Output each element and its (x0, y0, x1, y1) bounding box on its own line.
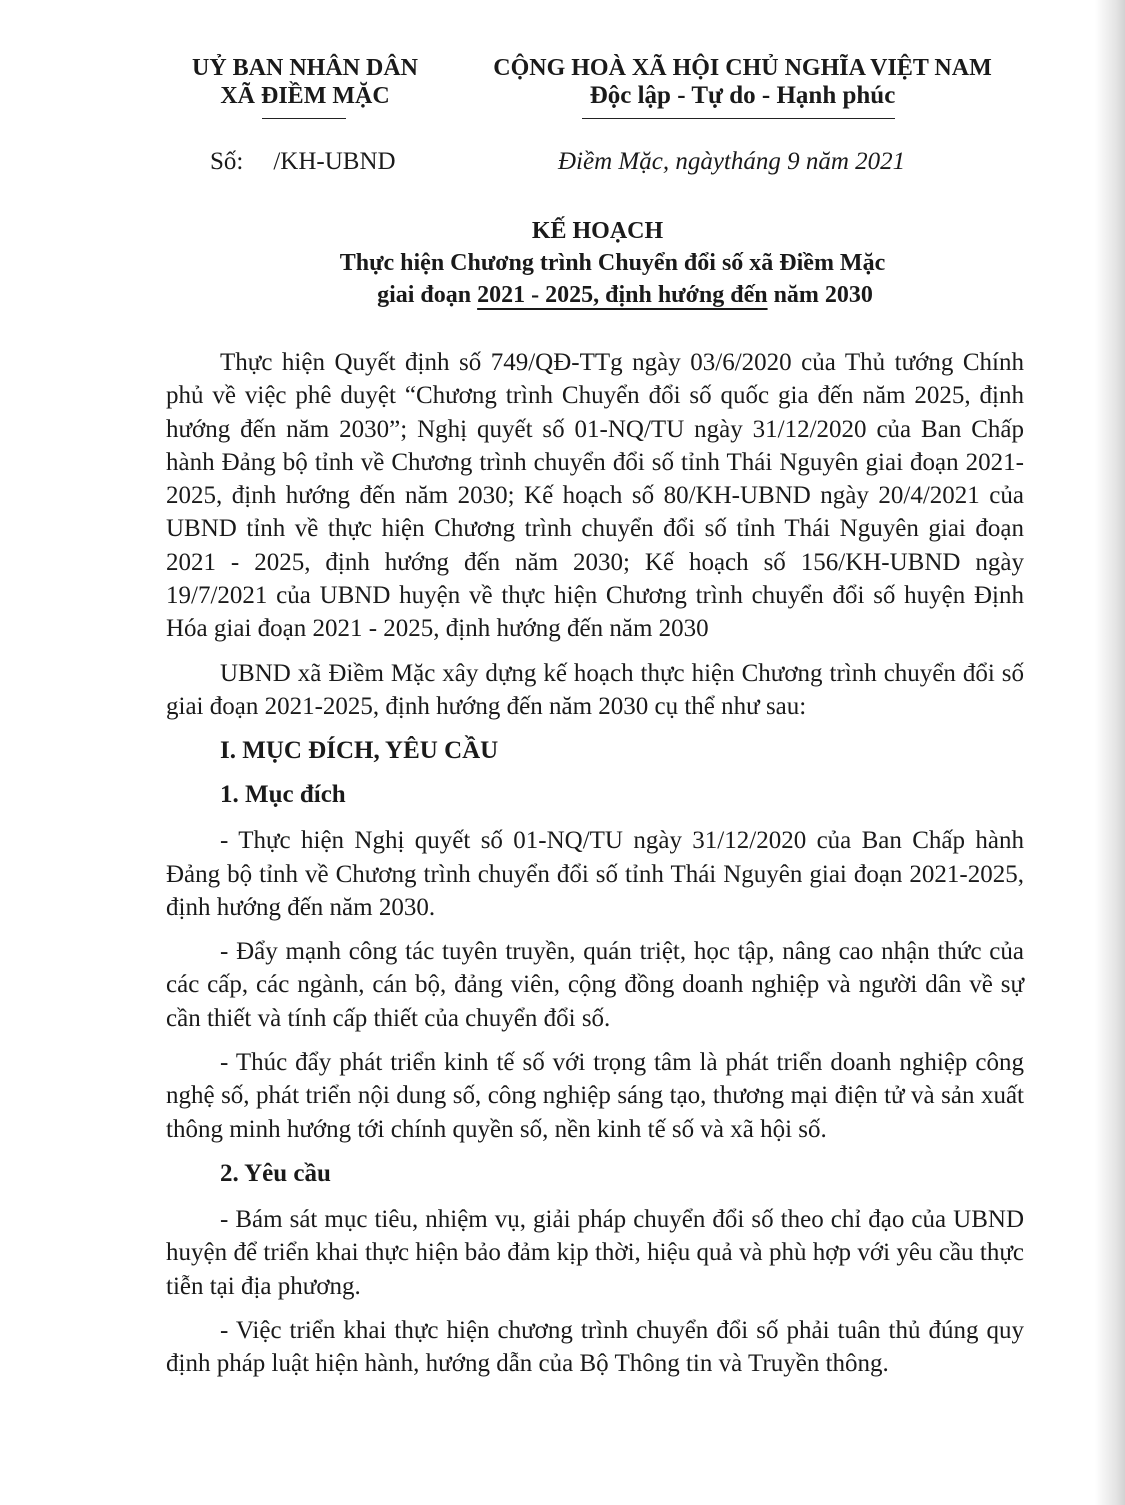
authority-line-1: UỶ BAN NHÂN DÂN (192, 55, 418, 81)
page-edge-shadow (1095, 0, 1125, 1505)
requirement-item: - Việc triển khai thực hiện chương trình chuyển đổi số phải tuân thủ đúng quy định pháp luật hiện hành, hướng dẫn của Bộ Thông tin và Truyền thông. (166, 1316, 1024, 1378)
document-date: Điềm Mặc, ngàytháng 9 năm 2021 (558, 148, 906, 175)
document-number-value: /KH-UBND (273, 148, 396, 175)
title-line-2: Thực hiện Chương trình Chuyển đổi số xã Điềm Mặc (339, 250, 886, 276)
intro-paragraph-2: UBND xã Điềm Mặc xây dựng kế hoạch thực hiện Chương trình chuyển đổi số giai đoạn 2021-2025, định hướng đến năm 2030 cụ thể như sau: (166, 659, 1024, 720)
motto-underline (582, 118, 895, 119)
title-line-1: KẾ HOẠCH (531, 218, 664, 244)
document-title (0, 216, 1125, 310)
subsection-heading-purpose: 1. Mục đích (220, 781, 346, 809)
purpose-item: - Đẩy mạnh công tác tuyên truyền, quán triệt, học tập, nâng cao nhận thức của các cấp, các ngành, cán bộ, đảng viên, cộng đồng doanh nghiệp và người dân về sự cần thiết và tính cấp thiết của chuyển đổi số. (166, 938, 1024, 1032)
authority-underline (262, 118, 346, 119)
purpose-item: - Thực hiện Nghị quyết số 01-NQ/TU ngày 31/12/2020 của Ban Chấp hành Đảng bộ tỉnh về Chương trình chuyển đổi số tỉnh Thái Nguyên giai đoạn 2021-2025, định hướng đến năm 2030. (166, 827, 1024, 921)
section-heading-purpose-requirements: I. MỤC ĐÍCH, YÊU CẦU (220, 737, 499, 765)
title-line-3-suffix: năm 2030 (767, 282, 873, 308)
authority-line-2: XÃ ĐIỀM MẶC (220, 83, 390, 109)
purpose-item: - Thúc đẩy phát triển kinh tế số với trọng tâm là phát triển doanh nghiệp công nghệ số, phát triển nội dung số, công nghiệp sáng tạo, thương mại điện tử và sản xuất thông minh hướng tới chính quyền số, nền kinh tế số và xã hội số. (166, 1049, 1024, 1143)
document-number (210, 148, 396, 176)
title-line-3-prefix: giai đoạn (377, 282, 478, 308)
title-line-3 (125, 280, 1125, 310)
country-name: CỘNG HOÀ XÃ HỘI CHỦ NGHĨA VIỆT NAM (493, 55, 992, 81)
requirement-item: - Bám sát mục tiêu, nhiệm vụ, giải pháp chuyển đổi số theo chỉ đạo của UBND huyện để triển khai thực hiện bảo đảm kịp thời, hiệu quả và phù hợp với yêu cầu thực tiễn tại địa phương. (166, 1205, 1024, 1300)
title-line-3-underlined: 2021 - 2025, định hướng đến (477, 282, 768, 308)
national-motto (470, 54, 1015, 110)
intro-paragraph-1: Thực hiện Quyết định số 749/QĐ-TTg ngày 03/6/2020 của Thủ tướng Chính phủ về việc phê duyệt “Chương trình Chuyển đổi số quốc gia đến năm 2025, định hướng đến năm 2030”; Nghị quyết số 01-NQ/TU ngày 31/12/2020 của Ban Chấp hành Đảng bộ tỉnh về Chương trình chuyển đổi số tỉnh Thái Nguyên giai đoạn 2021-2025, định hướng đến năm 2030; Kế hoạch số 80/KH-UBND ngày 20/4/2021 của UBND tỉnh về thực hiện Chương trình chuyển đổi số tỉnh Thái Nguyên giai đoạn 2021 - 2025, định hướng đến năm 2030; Kế hoạch số 156/KH-UBND ngày 19/7/2021 của UBND huyện về thực hiện Chương trình chuyển đổi số huyện Định Hóa giai đoạn 2021 - 2025, định hướng đến năm 2030 (166, 349, 1024, 643)
reference-line (0, 148, 1125, 180)
document-header (0, 54, 1125, 134)
subsection-heading-requirements: 2. Yêu cầu (220, 1159, 331, 1187)
document-number-label: Số: (210, 148, 244, 175)
motto-line: Độc lập - Tự do - Hạnh phúc (589, 82, 896, 109)
document-body (166, 346, 1024, 1391)
issuing-authority (175, 54, 435, 110)
